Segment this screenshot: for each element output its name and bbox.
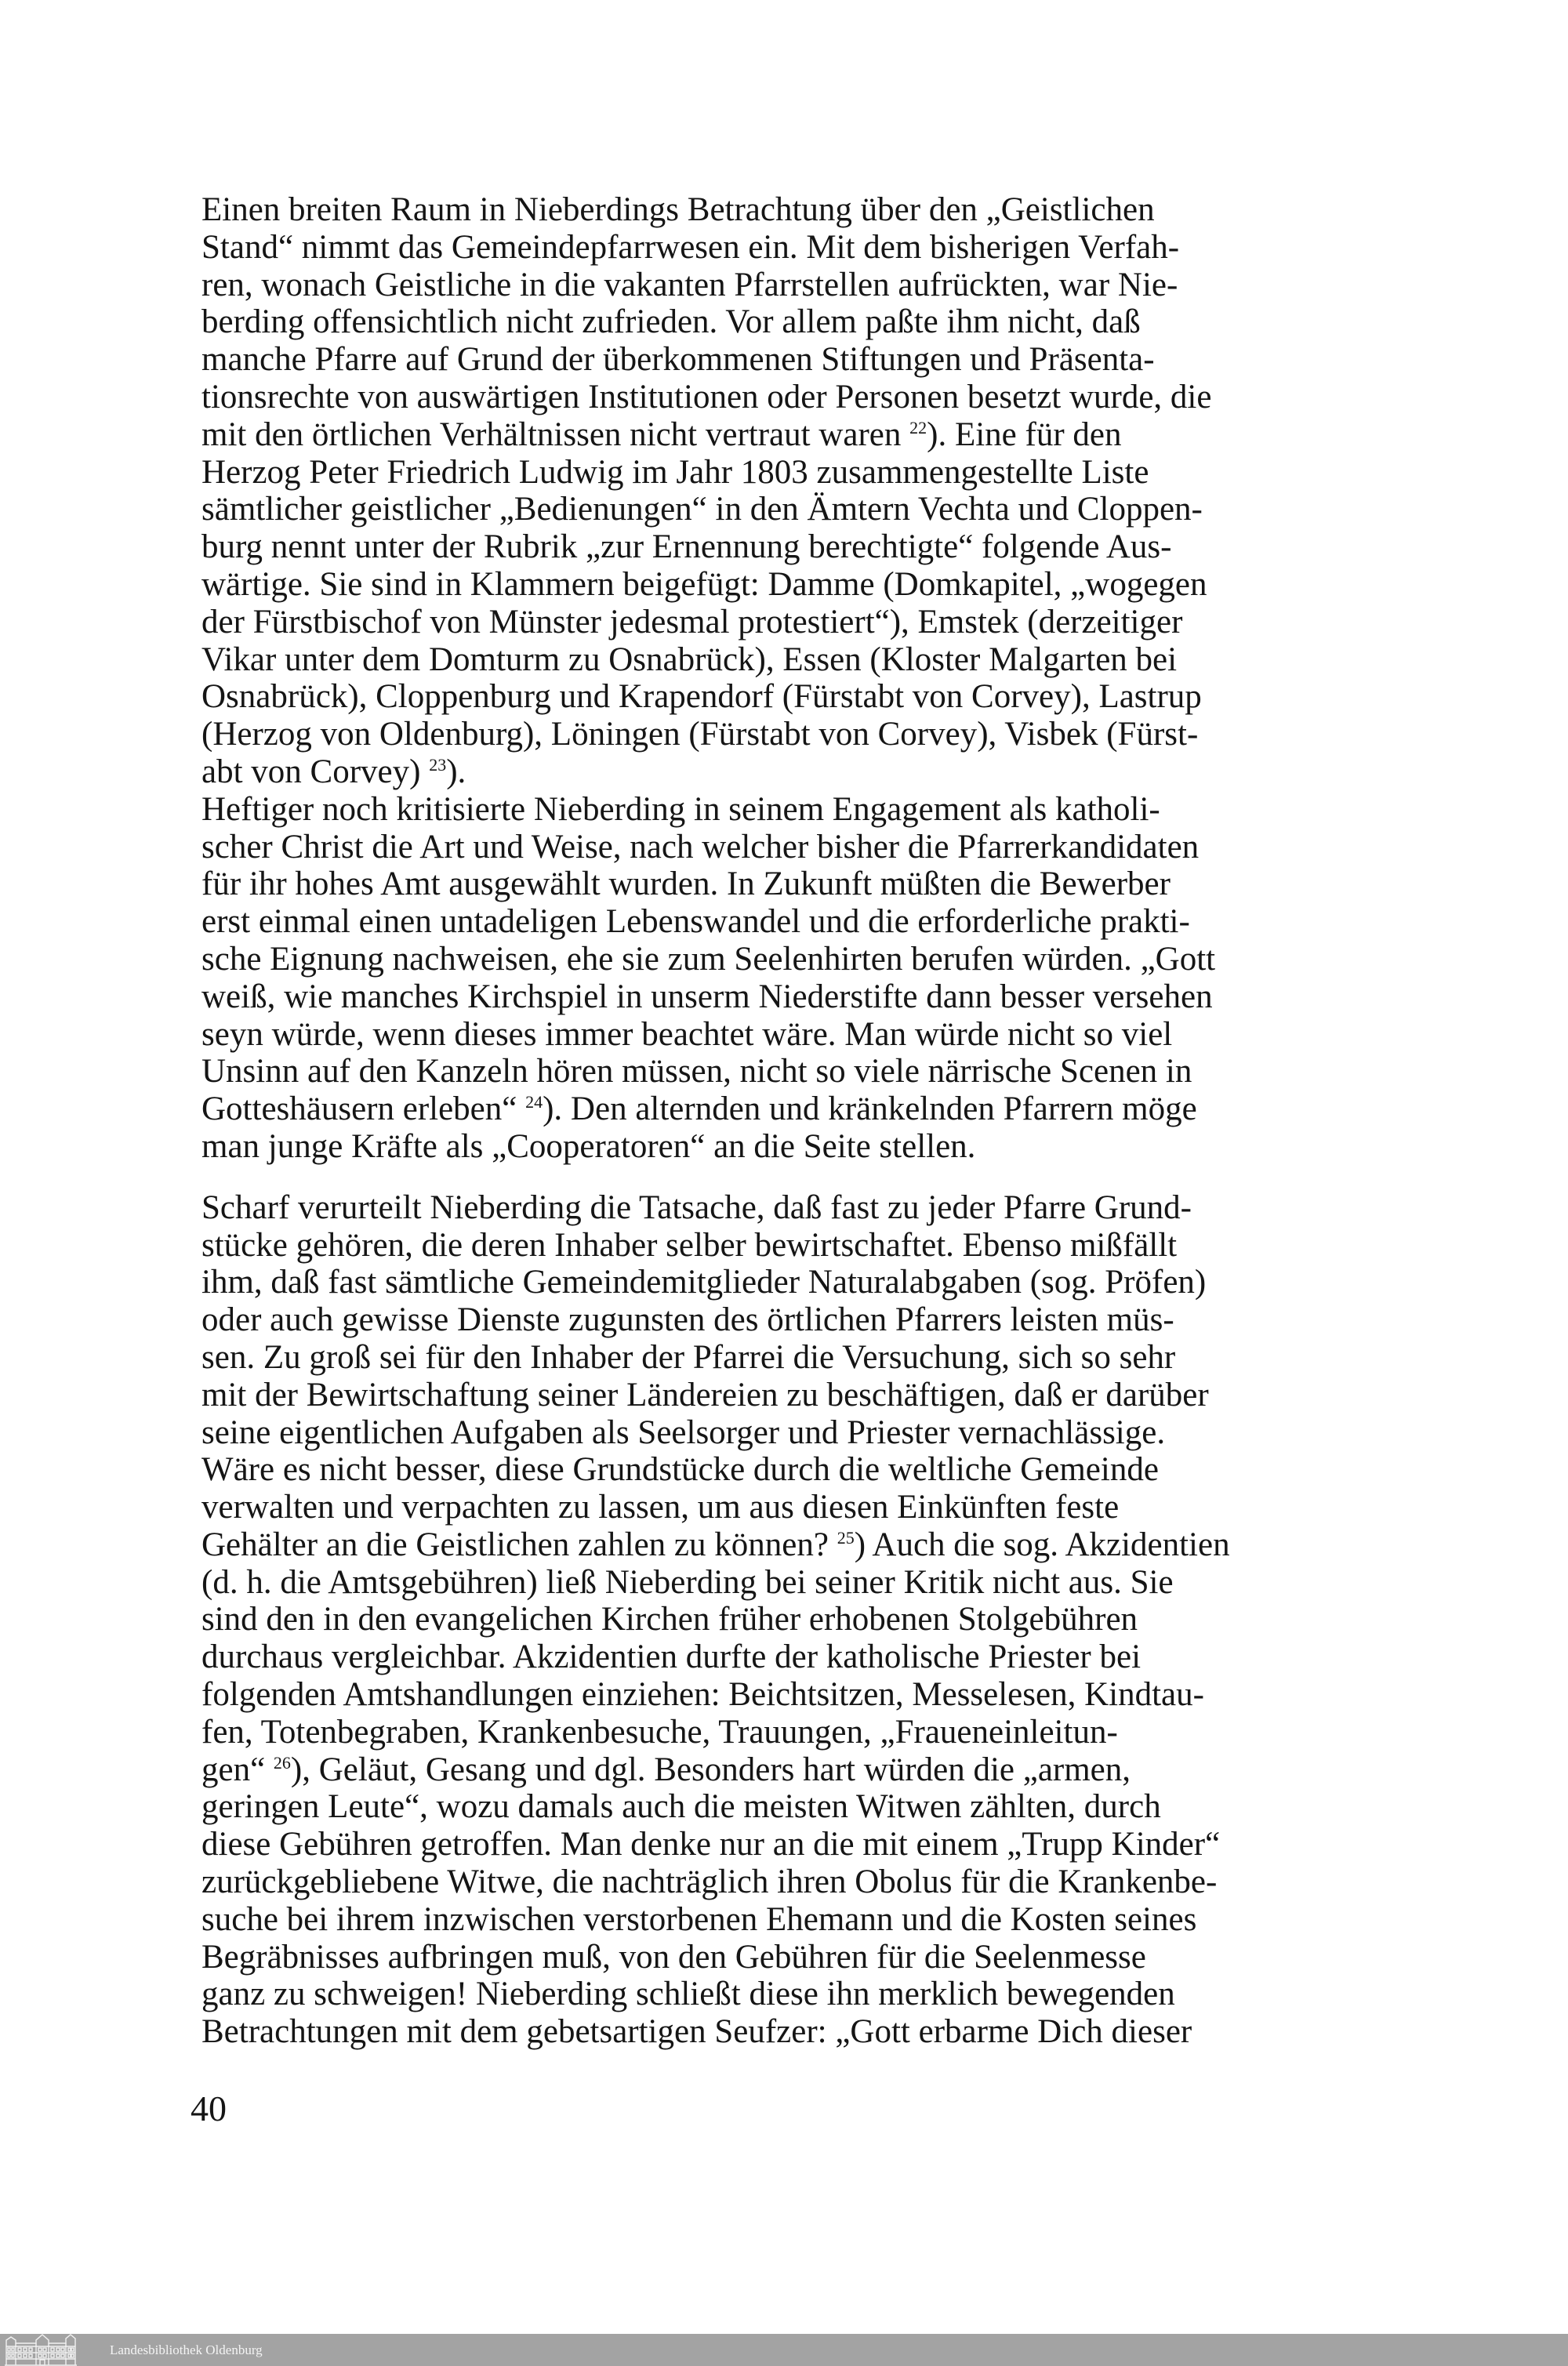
footnote-reference[interactable]: 24 (525, 1092, 543, 1112)
text-line (201, 341, 1428, 379)
text-line (201, 1676, 1428, 1714)
line-text: sämtlicher geistlicher „Bedienungen“ in den Ämtern Vechta und Cloppen- (201, 491, 1203, 528)
line-text: verwalten und verpachten zu lassen, um aus diesen Einkünften feste (201, 1489, 1120, 1526)
footnote-reference[interactable]: 23 (429, 754, 447, 775)
line-text: für ihr hohes Amt ausgewählt wurden. In Zukunft müßten die Bewerber (201, 865, 1171, 903)
text-line (201, 1414, 1428, 1452)
page-number: 40 (191, 2088, 227, 2128)
line-text: berding offensichtlich nicht zufrieden. Vor allem paßte ihm nicht, daß (201, 303, 1141, 341)
paragraph (201, 191, 1428, 791)
line-text: burg nennt unter der Rubrik „zur Ernennung berechtigte“ folgende Aus- (201, 528, 1172, 566)
text-line (201, 267, 1428, 304)
line-text: Stand“ nimmt das Gemeindepfarrwesen ein. Mit dem bisherigen Verfah- (201, 228, 1180, 266)
line-text: manche Pfarre auf Grund der überkommenen Stiftungen und Präsenta- (201, 341, 1155, 379)
line-text: (d. h. die Amtsgebühren) ließ Nieberding bei seiner Kritik nicht aus. Sie (201, 1563, 1174, 1601)
library-building-icon (5, 2334, 97, 2366)
text-line (201, 1264, 1428, 1301)
footnote-reference[interactable]: 26 (273, 1752, 291, 1773)
line-text: zurückgebliebene Witwe, die nachträglich ihren Obolus für die Krankenbe- (201, 1863, 1218, 1901)
paragraph (201, 791, 1428, 1166)
text-line (201, 791, 1428, 829)
line-text: abt von Corvey) (201, 753, 430, 790)
line-text: ). (446, 753, 466, 790)
line-text: stücke gehören, die deren Inhaber selber bewirtschaftet. Ebenso mißfällt (201, 1226, 1178, 1264)
footnote-reference[interactable]: 25 (837, 1527, 855, 1548)
text-line (201, 1016, 1428, 1054)
line-text: mit der Bewirtschaftung seiner Ländereien zu beschäftigen, daß er darüber (201, 1376, 1209, 1413)
line-text: diese Gebühren getroffen. Man denke nur an die mit einem „Trupp Kinder“ (201, 1826, 1221, 1863)
line-text: Wäre es nicht besser, diese Grundstücke durch die weltliche Gemeinde (201, 1451, 1159, 1489)
text-line (201, 1377, 1428, 1414)
text-line (201, 829, 1428, 866)
line-text: (Herzog von Oldenburg), Löningen (Fürstabt von Corvey), Visbek (Fürst- (201, 716, 1199, 753)
text-line (201, 978, 1428, 1016)
text-line (201, 604, 1428, 641)
text-line (201, 1638, 1428, 1676)
text-line (201, 941, 1428, 978)
line-text: ihm, daß fast sämtliche Gemeindemitglieder Naturalabgaben (sog. Pröfen) (201, 1264, 1207, 1301)
line-text: weiß, wie manches Kirchspiel in unserm Niederstifte dann besser versehen (201, 978, 1213, 1015)
text-line (201, 566, 1428, 604)
text-line (201, 865, 1428, 903)
text-line (201, 716, 1428, 753)
footer-bar (0, 2334, 1568, 2366)
text-line (201, 2013, 1428, 2051)
text-line (201, 1863, 1428, 1901)
line-text: Osnabrück), Cloppenburg und Krapendorf (Fürstabt von Corvey), Lastrup (201, 678, 1202, 716)
line-text: Betrachtungen mit dem gebetsartigen Seufzer: „Gott erbarme Dich dieser (201, 2013, 1192, 2051)
line-text: Scharf verurteilt Nieberding die Tatsache, daß fast zu jeder Pfarre Grund- (201, 1188, 1192, 1226)
line-text: ren, wonach Geistliche in die vakanten Pfarrstellen aufrückten, war Nie- (201, 266, 1178, 303)
line-text: fen, Totenbegraben, Krankenbesuche, Trauungen, „Fraueneinleitun- (201, 1713, 1118, 1751)
line-text: ). Eine für den (927, 416, 1122, 453)
line-text: seyn würde, wenn dieses immer beachtet wäre. Man würde nicht so viel (201, 1015, 1173, 1053)
line-text: scher Christ die Art und Weise, nach welcher bisher die Pfarrerkandidaten (201, 828, 1200, 865)
line-text: tionsrechte von auswärtigen Institutionen oder Personen besetzt wurde, die (201, 378, 1212, 416)
text-line (201, 1090, 1428, 1128)
text-line (201, 1339, 1428, 1377)
library-name: Landesbibliothek Oldenburg (110, 2342, 263, 2357)
line-text: Gotteshäusern erleben“ (201, 1090, 526, 1128)
line-text: Unsinn auf den Kanzeln hören müssen, nicht so viele närrische Scenen in (201, 1053, 1192, 1090)
line-text: mit den örtlichen Verhältnissen nicht vertraut waren (201, 416, 910, 453)
line-text: Vikar unter dem Domturm zu Osnabrück), Essen (Kloster Malgarten bei (201, 640, 1178, 678)
line-text: sche Eignung nachweisen, ehe sie zum Seelenhirten berufen würden. „Gott (201, 940, 1216, 978)
line-text: suche bei ihrem inzwischen verstorbenen Ehemann und die Kosten seines (201, 1900, 1197, 1938)
text-line (201, 1976, 1428, 2013)
line-text: erst einmal einen untadeligen Lebenswandel und die erforderliche prakti- (201, 903, 1190, 941)
text-line (201, 1939, 1428, 1976)
footnote-reference[interactable]: 22 (909, 417, 927, 437)
line-text: seine eigentlichen Aufgaben als Seelsorger und Priester vernachlässige. (201, 1413, 1166, 1451)
text-line (201, 1714, 1428, 1751)
line-text: Einen breiten Raum in Nieberdings Betrachtung über den „Geistlichen (201, 191, 1155, 228)
text-line (201, 379, 1428, 416)
line-text: ganz zu schweigen! Nieberding schließt diese ihn merklich bewegenden (201, 1976, 1175, 2013)
line-text: durchaus vergleichbar. Akzidentien durfte der katholische Priester bei (201, 1638, 1142, 1676)
text-line (201, 416, 1428, 454)
line-text: Heftiger noch kritisierte Nieberding in seinem Engagement als katholi- (201, 790, 1160, 828)
text-line (201, 1901, 1428, 1939)
text-line (201, 1489, 1428, 1526)
text-line (201, 303, 1428, 341)
text-line (201, 641, 1428, 679)
line-text: ). Den alternden und kränkelnden Pfarrern möge (543, 1090, 1197, 1128)
text-line (201, 191, 1428, 229)
line-text: der Fürstbischof von Münster jedesmal protestiert“), Emstek (derzeitiger (201, 603, 1183, 640)
line-text: ), Geläut, Gesang und dgl. Besonders hart würden die „armen, (290, 1751, 1131, 1788)
line-text: man junge Kräfte als „Cooperatoren“ an die Seite stellen. (201, 1127, 976, 1165)
body-text (201, 191, 1428, 2051)
line-text: ) Auch die sog. Akzidentien (854, 1526, 1230, 1563)
text-line (201, 1189, 1428, 1227)
text-line (201, 1751, 1428, 1789)
text-line (201, 528, 1428, 566)
line-text: folgenden Amtshandlungen einziehen: Beichtsitzen, Messelesen, Kindtau- (201, 1676, 1204, 1714)
line-text: Gehälter an die Geistlichen zahlen zu können? (201, 1526, 837, 1563)
text-line (201, 1788, 1428, 1826)
text-line (201, 1526, 1428, 1564)
text-line (201, 1053, 1428, 1090)
text-line (201, 903, 1428, 941)
line-text: geringen Leute“, wozu damals auch die meisten Witwen zählten, durch (201, 1788, 1161, 1826)
text-line (201, 753, 1428, 791)
text-line (201, 1601, 1428, 1638)
paragraph (201, 1189, 1428, 2051)
text-line (201, 1564, 1428, 1602)
paragraph-gap (201, 1166, 1428, 1189)
line-text: wärtige. Sie sind in Klammern beigefügt: Damme (Domkapitel, „wogegen (201, 565, 1207, 603)
text-line (201, 491, 1428, 528)
text-line (201, 1128, 1428, 1166)
text-line (201, 229, 1428, 267)
text-line (201, 1301, 1428, 1339)
text-line (201, 1826, 1428, 1863)
line-text: sen. Zu groß sei für den Inhaber der Pfarrei die Versuchung, sich so sehr (201, 1338, 1176, 1376)
line-text: gen“ (201, 1751, 274, 1788)
line-text: oder auch gewisse Dienste zugunsten des örtlichen Pfarrers leisten müs- (201, 1301, 1174, 1339)
line-text: sind den in den evangelichen Kirchen früher erhobenen Stolgebühren (201, 1601, 1138, 1638)
line-text: Begräbnisses aufbringen muß, von den Gebühren für die Seelenmesse (201, 1938, 1146, 1976)
text-line (201, 1451, 1428, 1489)
text-line (201, 1227, 1428, 1265)
text-line (201, 454, 1428, 492)
line-text: Herzog Peter Friedrich Ludwig im Jahr 1803 zusammengestellte Liste (201, 453, 1149, 491)
text-line (201, 678, 1428, 716)
